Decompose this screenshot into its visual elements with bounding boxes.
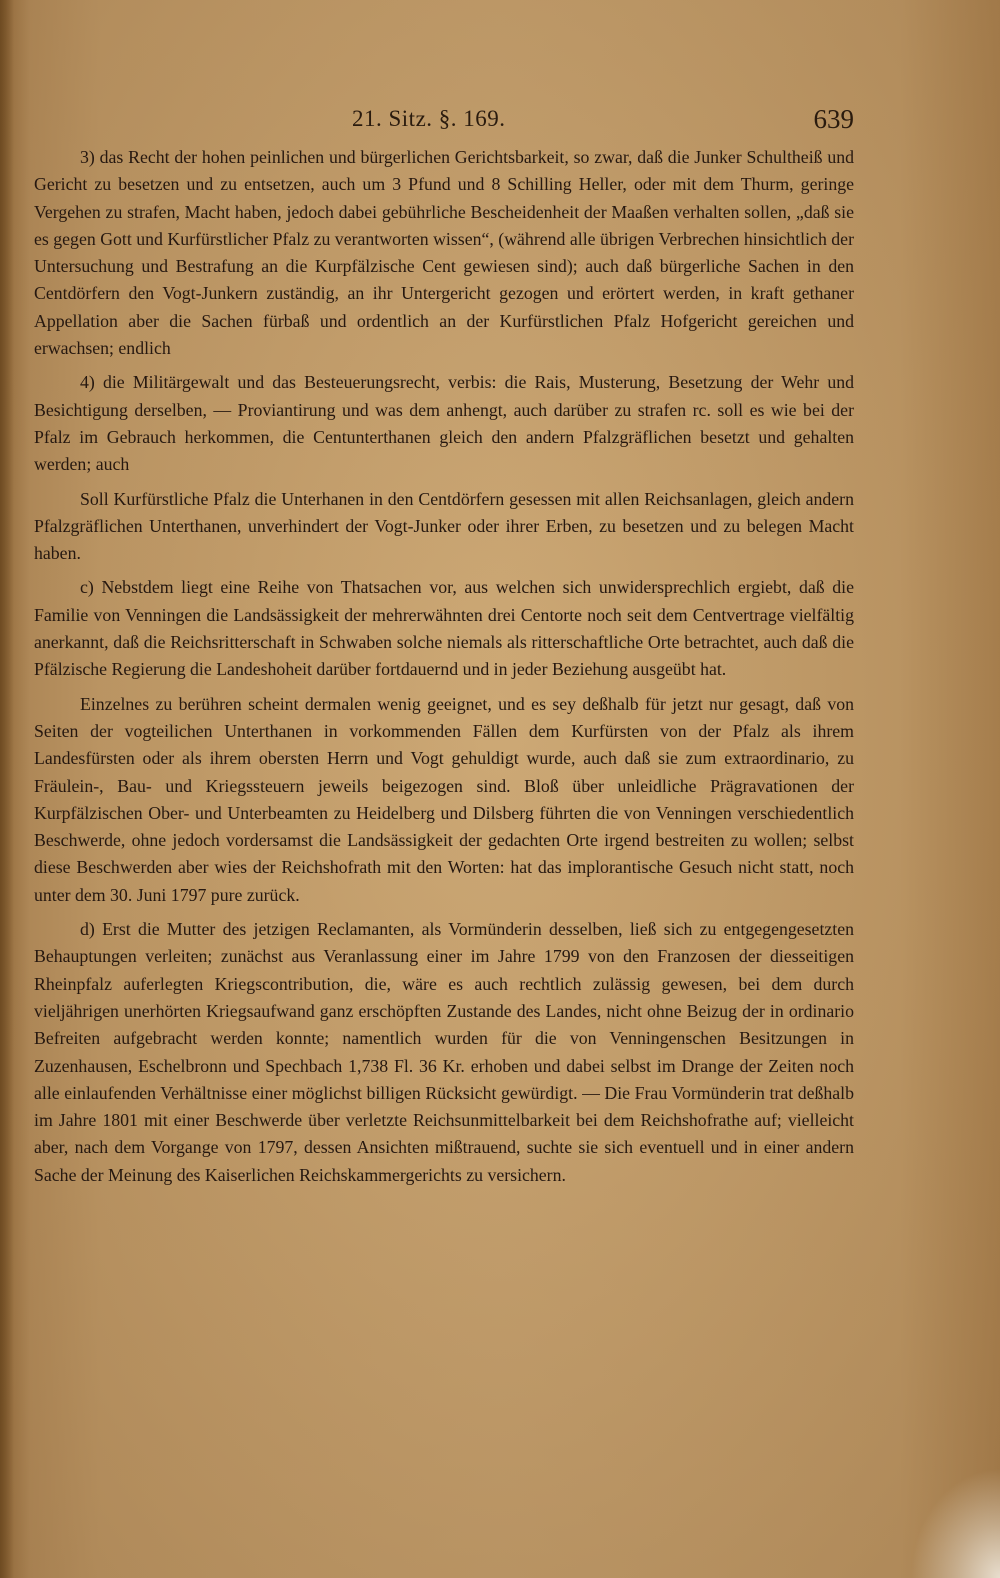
- page-header: [0, 106, 1000, 146]
- page-number: 639: [813, 104, 854, 134]
- paragraph-item-4: 4) die Militärgewalt und das Besteuerungsrecht, verbis: die Rais, Musterung, Besetzung der Wehr und Besichtigung derselben, — Proviantirung und was dem anhengt, auch darüber zu strafen rc. soll es wie bei der Pfalz im Gebrauch herkommen, die Centunterthanen gleich den andern Pfalzgräflichen besetzt und gehalten werden; auch: [34, 372, 854, 475]
- paragraph-einzelnes: Einzelnes zu berühren scheint dermalen wenig geeignet, und es sey deßhalb für jetzt nur gesagt, daß von Seiten der vogteilichen Unterthanen in vorkommenden Fällen dem Kurfürsten von der Pfalz als ihrem Landesfürsten oder als ihrem obersten Herrn und Vogt gehuldigt wurde, auch daß sie zum extraordinario, zu Fräulein-, Bau- und Kriegssteuern jeweils beigezogen sind. Bloß über unleidliche Prägravationen der Kurpfälzischen Ober- und Unterbeamten zu Heidelberg und Dilsberg führten die von Venningen verschiedentlich Beschwerde, ohne jedoch vordersamst die Landsässigkeit der gedachten Orte irgend bestreiten zu wollen; selbst diese Beschwerden aber wies der Reichshofrath mit den Worten: hat das implorantische Gesuch nicht statt, noch unter dem 30. Juni 1797 pure zurück.: [34, 693, 854, 905]
- running-head: 21. Sitz. §. 169.: [352, 106, 506, 131]
- page-edge-shadow: [0, 0, 14, 1578]
- paragraph-item-3: 3) das Recht der hohen peinlichen und bürgerlichen Gerichtsbarkeit, so zwar, daß die Junker Schultheiß und Gericht zu besetzen und zu entsetzen, auch um 3 Pfund und 8 Schilling Heller, oder mit dem Thurm, geringe Vergehen zu strafen, Macht haben, jedoch dabei gebührliche Bescheidenheit der Maaßen verhalten sollen, „daß sie es gegen Gott und Kurfürstlicher Pfalz zu verantworten wissen“, (während alle übrigen Verbrechen hinsichtlich der Untersuchung und Bestrafung an die Kurpfälzische Cent gewiesen sind); auch daß bürgerliche Sachen in den Centdörfern den Vogt-Junkern zuständig, an ihr Untergericht gezogen und erörtert werden, in kraft gethaner Appellation aber die Sachen fürbaß und ordentlich an der Kurfürstlichen Pfalz Hofgericht gereichen und erwachsen; endlich: [34, 147, 854, 359]
- paragraph-c: c) Nebstdem liegt eine Reihe von Thatsachen vor, aus welchen sich unwidersprechlich ergiebt, daß die Familie von Venningen die Landsässigkeit der mehrerwähnten drei Centorte noch seit dem Centvertrage vielfältig anerkannt, daß die Reichsritterschaft in Schwaben solche niemals als ritterschaftliche Orte betrachtet, auch daß die Pfälzische Regierung die Landeshoheit darüber fortdauernd und in jeder Beziehung ausgeübt hat.: [34, 577, 854, 680]
- page-smudge: [910, 1468, 1000, 1578]
- paragraph-reichsanlagen: Soll Kurfürstliche Pfalz die Unterhanen in den Centdörfern gesessen mit allen Reichsanlagen, gleich andern Pfalzgräflichen Unterthanen, unverhindert der Vogt-Junker oder ihrer Erben, zu besetzen und zu belegen Macht haben.: [34, 488, 854, 564]
- page-body: [34, 144, 854, 1189]
- paragraph-d: d) Erst die Mutter des jetzigen Reclamanten, als Vormünderin desselben, ließ sich zu entgegengesetzten Behauptungen verleiten; zunächst aus Veranlassung einer im Jahre 1799 von den Franzosen der diesseitigen Rheinpfalz auferlegten Kriegscontribution, die, wäre es auch rechtlich zulässig gewesen, bei dem durch vieljährigen unerhörten Kriegsaufwand ganz erschöpften Zustande des Landes, nicht ohne Beizug der in ordinario Befreiten aufgebracht werden konnte; namentlich wurden für die von Venningenschen Besitzungen in Zuzenhausen, Eschelbronn und Spechbach 1,738 Fl. 36 Kr. erhoben und dabei selbst im Drange der Zeiten noch alle einlaufenden Verhältnisse einer möglichst billigen Rücksicht gewürdigt. — Die Frau Vormünderin trat deßhalb im Jahre 1801 mit einer Beschwerde über verletzte Reichsunmittelbarkeit bei dem Reichshofrathe auf; vielleicht aber, nach dem Vorgange von 1797, dessen Ansichten mißtrauend, suchte sie sich eventuell und in einer andern Sache der Meinung des Kaiserlichen Reichskammergerichts zu versichern.: [34, 919, 854, 1185]
